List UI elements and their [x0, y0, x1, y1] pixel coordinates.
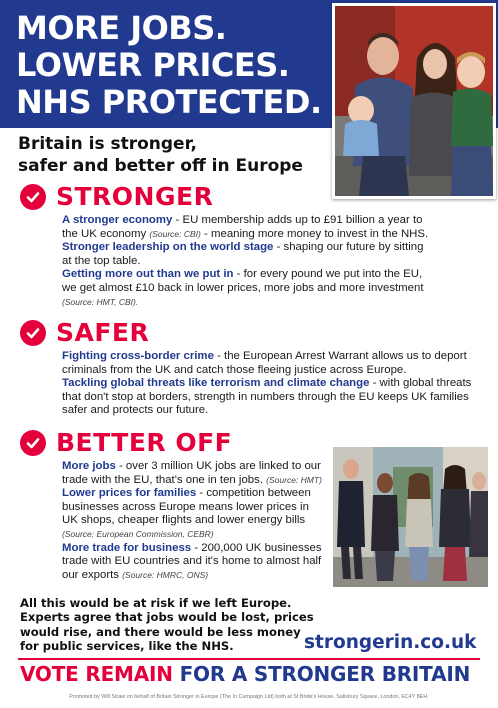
family-photo-illustration — [335, 6, 493, 196]
point-lead: Getting more out than we put in — [62, 268, 234, 281]
section-heading: STRONGER — [56, 182, 214, 211]
point — [62, 542, 324, 583]
point-text: - competition between businesses across Europe means lower prices in UK shops, cheaper flights and lower energy bills — [62, 487, 311, 527]
section-heading: SAFER — [56, 318, 150, 347]
risk-line: would rise, and there would be less money — [20, 624, 301, 639]
point — [62, 214, 434, 241]
point — [62, 460, 324, 487]
point-text: - 200,000 UK businesses trade with EU countries and it's home to almost half our exports — [62, 541, 322, 581]
subheading-line: safer and better off in Europe — [18, 156, 303, 176]
street-photo-illustration — [333, 447, 488, 587]
slogan — [20, 661, 470, 687]
family-photo — [332, 3, 496, 199]
point-text: - over 3 million UK jobs are linked to our trade with the EU, that's one in ten jobs. — [62, 460, 321, 486]
headline-line: MORE JOBS. — [16, 9, 227, 47]
check-icon — [20, 430, 46, 456]
section-stronger-body — [62, 214, 434, 309]
point-source: (Source: European Commission, CEBR) — [62, 528, 214, 539]
section-safer-title — [20, 318, 149, 348]
check-icon — [20, 320, 46, 346]
risk-statement — [20, 596, 314, 654]
headline-line: LOWER PRICES. — [16, 46, 290, 84]
section-stronger-title — [20, 182, 213, 212]
section-heading: BETTER OFF — [56, 428, 233, 457]
section-safer-body — [62, 350, 480, 418]
subheading — [18, 133, 318, 177]
point-text: - the European Arrest Warrant allows us to deport criminals from the UK and catch those fleeing justice across Europe. — [62, 350, 467, 376]
point — [62, 487, 324, 541]
section-better-off-title — [20, 428, 232, 458]
point-lead: Stronger leadership on the world stage — [62, 241, 274, 254]
slogan-vote-remain: VOTE REMAIN — [20, 662, 173, 686]
point-lead: Lower prices for families — [62, 487, 197, 500]
point-lead: Tackling global threats like terrorism and climate change — [62, 377, 370, 390]
point-lead: More jobs — [62, 460, 116, 472]
headline — [16, 10, 322, 121]
divider — [18, 658, 480, 660]
point-source: (Source: CBI) — [149, 228, 201, 239]
point-source: (Source: HMRC, ONS) — [122, 569, 209, 580]
slogan-stronger-britain: FOR A STRONGER BRITAIN — [172, 662, 471, 686]
imprint-text: Promoted by Will Straw on behalf of Britain Stronger in Europe (The In Campaign Ltd) both at St Bride's House, Salisbury Square, London, EC4Y 8EH. — [69, 694, 429, 700]
point — [62, 377, 480, 418]
subheading-line: Britain is stronger, — [18, 134, 197, 154]
point-lead: A stronger economy — [62, 214, 173, 226]
section-better-off-body — [62, 460, 324, 582]
point — [62, 350, 480, 377]
point-source: (Source: HMT) — [266, 474, 322, 485]
check-icon — [20, 184, 46, 210]
point-source: (Source: HMT, CBI). — [62, 296, 139, 307]
risk-line: Experts agree that jobs would be lost, prices — [20, 610, 314, 625]
point — [62, 268, 434, 309]
point — [62, 241, 434, 268]
point-lead: More trade for business — [62, 541, 192, 554]
risk-line: for public services, like the NHS. — [20, 639, 234, 654]
campaign-url[interactable]: strongerin.co.uk — [304, 632, 477, 653]
headline-line: NHS PROTECTED. — [16, 83, 322, 121]
point-tail: - meaning more money to invest in the NHS. — [200, 227, 429, 240]
point-text: - shaping our future by sitting at the top table. — [62, 241, 424, 267]
point-lead: Fighting cross-border crime — [62, 350, 214, 362]
point-text: - with global threats that don't stop at borders, strength in numbers through the EU keeps UK families safer and protects our future. — [62, 377, 472, 417]
risk-line: All this would be at risk if we left Europe. — [20, 596, 292, 610]
street-photo — [333, 447, 488, 587]
point-text: - EU membership adds up to £91 billion a year to the UK economy — [62, 214, 423, 240]
point-text: - for every pound we put into the EU, we get almost £10 back in lower prices, more jobs and more investment — [62, 268, 424, 294]
